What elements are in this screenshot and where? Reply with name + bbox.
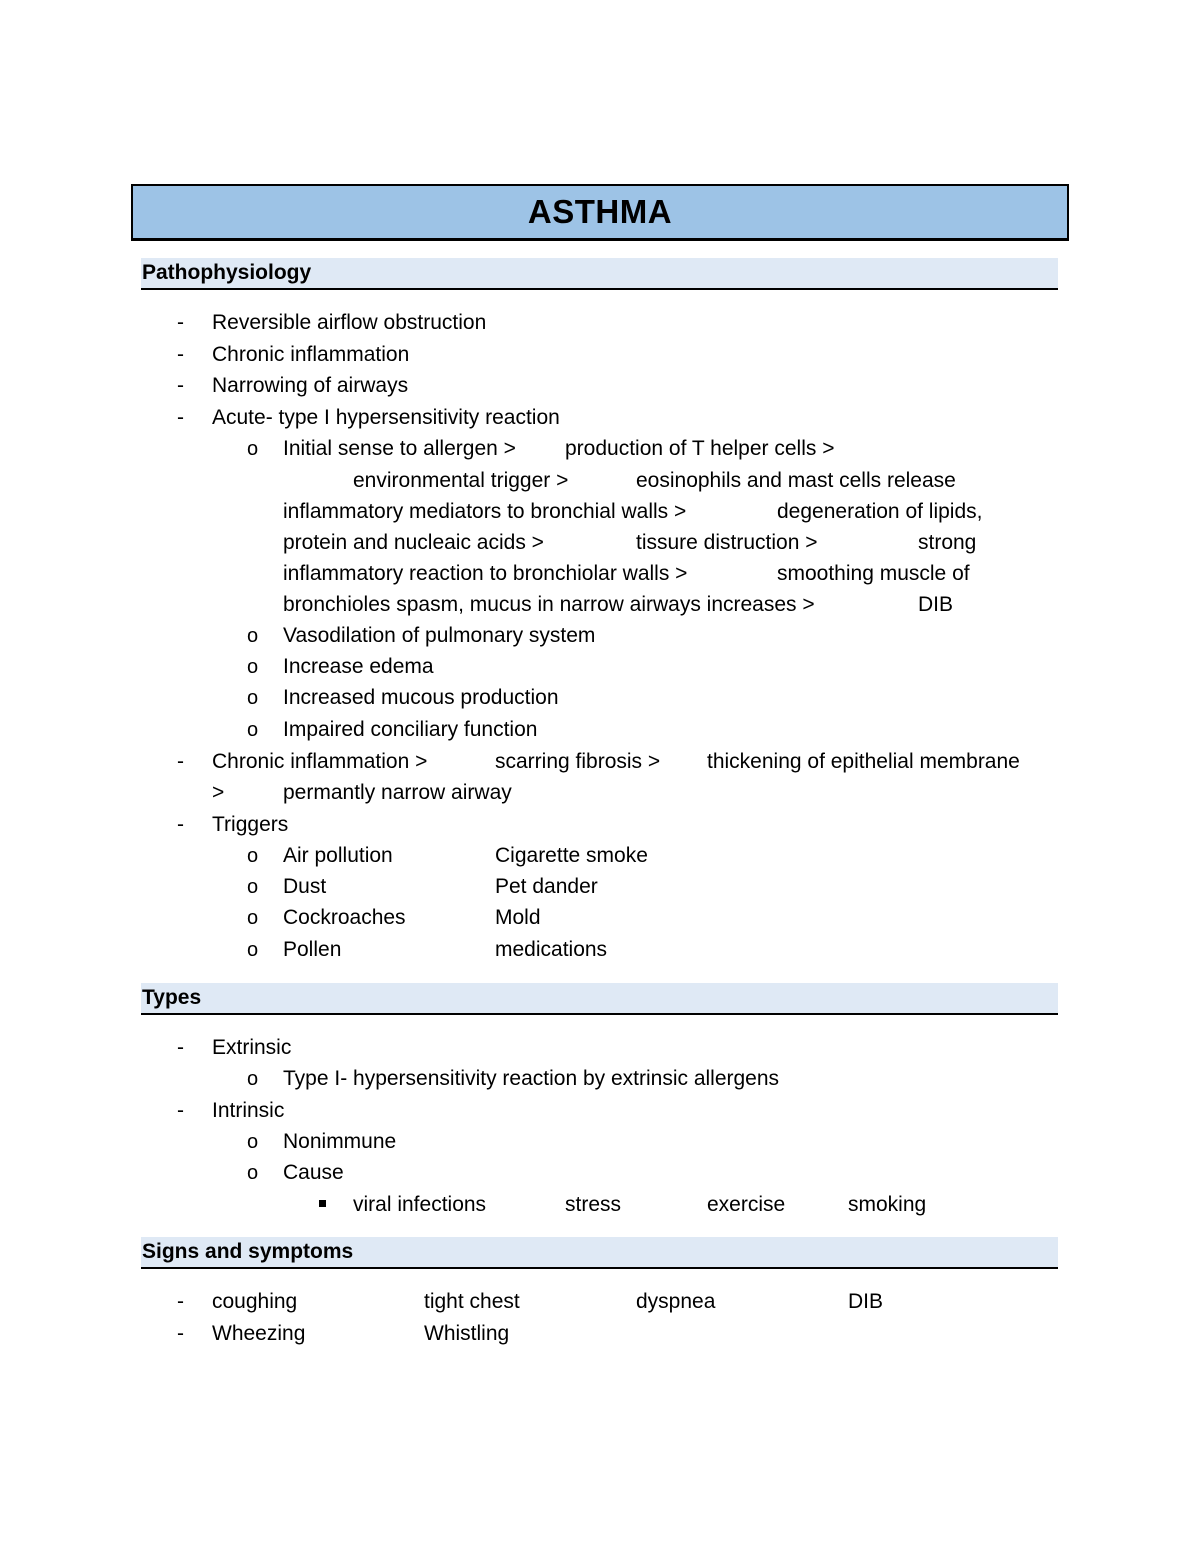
symptom-item: coughing — [212, 1290, 298, 1313]
symptom-item: tight chest — [424, 1290, 520, 1313]
bullet-circle: o — [247, 1131, 259, 1153]
cascade-text: Initial sense to allergen > — [283, 437, 516, 460]
symptom-item: dyspnea — [636, 1290, 716, 1313]
list-item: thickening of epithelial membrane — [707, 750, 1020, 773]
bullet-dash: - — [177, 1322, 184, 1345]
trigger-item: medications — [495, 938, 608, 961]
symptom-item: DIB — [848, 1290, 884, 1313]
trigger-item: Dust — [283, 875, 327, 898]
list-item: Reversible airflow obstruction — [212, 311, 487, 334]
list-item: Impaired conciliary function — [283, 718, 538, 741]
list-item: Intrinsic — [212, 1099, 285, 1122]
bullet-dash: - — [177, 311, 184, 334]
bullet-circle: o — [247, 656, 259, 678]
bullet-circle: o — [247, 687, 259, 709]
section-header-pathophysiology — [141, 258, 1058, 290]
bullet-circle: o — [247, 907, 259, 929]
section-title: Signs and symptoms — [142, 1240, 354, 1263]
cause-item: smoking — [848, 1193, 927, 1216]
cascade-text: inflammatory reaction to bronchiolar walls > — [283, 562, 688, 585]
trigger-item: Cockroaches — [283, 906, 406, 929]
bullet-circle: o — [247, 1162, 259, 1184]
trigger-item: Air pollution — [283, 844, 393, 867]
bullet-circle: o — [247, 1068, 259, 1090]
cascade-text: bronchioles spasm, mucus in narrow airways increases > — [283, 593, 815, 616]
cause-item: exercise — [707, 1193, 786, 1216]
bullet-dash: - — [177, 406, 184, 429]
list-item: Chronic inflammation — [212, 343, 410, 366]
list-item: scarring fibrosis > — [495, 750, 661, 773]
title-banner — [131, 184, 1069, 241]
list-item: Narrowing of airways — [212, 374, 409, 397]
square-bullet-icon — [319, 1200, 326, 1207]
list-item: Chronic inflammation > — [212, 750, 428, 773]
cascade-text: eosinophils and mast cells release — [636, 469, 956, 492]
bullet-circle: o — [247, 625, 259, 647]
bullet-circle: o — [247, 845, 259, 867]
list-item: Extrinsic — [212, 1036, 292, 1059]
cascade-text: DIB — [918, 593, 954, 616]
list-item: Triggers — [212, 813, 289, 836]
cascade-text: production of T helper cells > — [565, 437, 835, 460]
list-item: Increased mucous production — [283, 686, 559, 709]
list-item: Acute- type I hypersensitivity reaction — [212, 406, 560, 429]
cascade-text: protein and nucleaic acids > — [283, 531, 544, 554]
bullet-dash: - — [177, 1099, 184, 1122]
bullet-dash: - — [177, 750, 184, 773]
section-header-signs — [141, 1237, 1058, 1269]
bullet-dash: - — [177, 374, 184, 397]
list-item: Nonimmune — [283, 1130, 397, 1153]
page-title: ASTHMA — [527, 193, 673, 230]
arrow-glyph: > — [212, 781, 225, 804]
list-item: Increase edema — [283, 655, 434, 678]
cause-item: viral infections — [353, 1193, 487, 1216]
section-title: Types — [142, 986, 202, 1009]
cascade-text: inflammatory mediators to bronchial walls > — [283, 500, 687, 523]
cascade-text: strong — [918, 531, 977, 554]
trigger-item: Cigarette smoke — [495, 844, 648, 867]
section-title: Pathophysiology — [142, 261, 312, 284]
section-header-types — [141, 983, 1058, 1015]
list-item: Vasodilation of pulmonary system — [283, 624, 596, 647]
list-item: Cause — [283, 1161, 344, 1184]
bullet-dash: - — [177, 1290, 184, 1313]
cascade-text: tissure distruction > — [636, 531, 818, 554]
bullet-dash: - — [177, 343, 184, 366]
symptom-item: Whistling — [424, 1322, 510, 1345]
bullet-dash: - — [177, 1036, 184, 1059]
list-item: Type I- hypersensitivity reaction by extrinsic allergens — [283, 1067, 780, 1090]
trigger-item: Mold — [495, 906, 541, 929]
trigger-item: Pet dander — [495, 875, 598, 898]
cause-item: stress — [565, 1193, 622, 1216]
cascade-text: degeneration of lipids, — [777, 500, 983, 523]
bullet-circle: o — [247, 719, 259, 741]
cascade-text: environmental trigger > — [353, 469, 569, 492]
bullet-circle: o — [247, 876, 259, 898]
trigger-item: Pollen — [283, 938, 342, 961]
cascade-text: smoothing muscle of — [777, 562, 970, 585]
symptom-item: Wheezing — [212, 1322, 306, 1345]
bullet-circle: o — [247, 939, 259, 961]
bullet-circle: o — [247, 438, 259, 460]
bullet-dash: - — [177, 813, 184, 836]
list-item: permantly narrow airway — [283, 781, 512, 804]
